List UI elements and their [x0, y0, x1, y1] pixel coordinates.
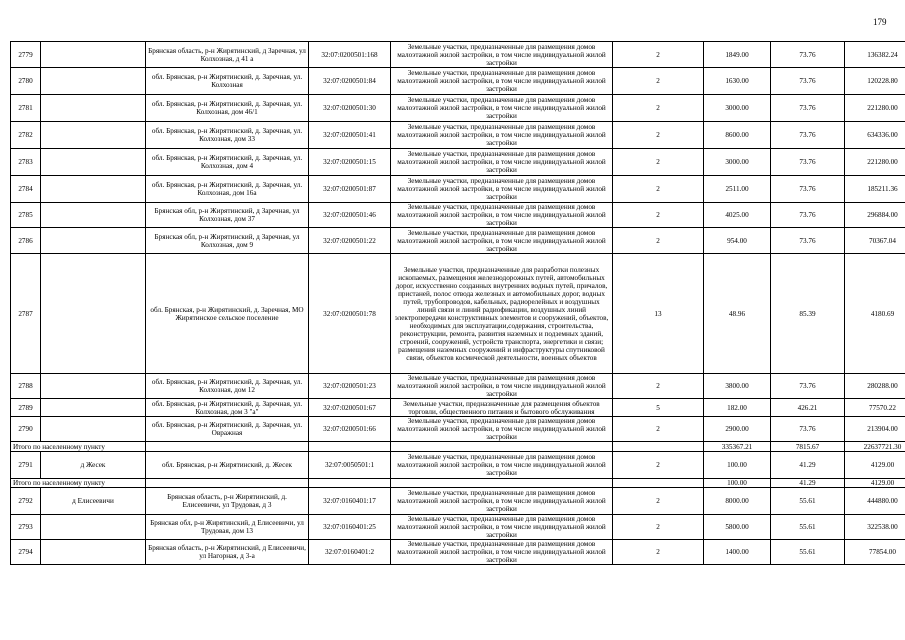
total-label: Итого по населенному пункту — [11, 479, 146, 488]
table-row — [11, 122, 905, 149]
address-cell: Брянская область, р-н Жирятинский, д. Елисеевичи, ул Трудовая, д 3 — [146, 488, 309, 515]
land-use-cell: Земельные участки, предназначенные для размещения домов малоэтажной жилой застройки, в том числе индивидуальной жилой застройки — [391, 95, 613, 122]
row-number: 2781 — [11, 95, 41, 122]
cadastral-number-cell: 32:07:0200501:78 — [309, 254, 391, 374]
area-cell: 182.00 — [704, 399, 771, 417]
rate-cell: 73.76 — [771, 42, 845, 68]
cadastral-value-cell: 221280.00 — [845, 95, 905, 122]
rate-cell: 73.76 — [771, 417, 845, 442]
land-use-cell: Земельные участки, предназначенные для размещения домов малоэтажной жилой застройки, в том числе индивидуальной жилой застройки — [391, 228, 613, 254]
cadastral-value-cell: 213904.00 — [845, 417, 905, 442]
address-cell: Брянская область, р-н Жирятинский, д Заречная, ул Колхозная, д 41 а — [146, 42, 309, 68]
rate-cell: 55.61 — [771, 515, 845, 540]
total-rate-cell: 7815.67 — [771, 442, 845, 452]
cadastral-number-cell: 32:07:0200501:15 — [309, 149, 391, 176]
cadastral-number-cell: 32:07:0160401:2 — [309, 540, 391, 565]
row-number: 2785 — [11, 203, 41, 228]
cadastral-number-cell: 32:07:0200501:46 — [309, 203, 391, 228]
address-cell: Брянская обл, р-н Жирятинский, д Елисеевичи, ул Трудовая, дом 13 — [146, 515, 309, 540]
area-cell: 954.00 — [704, 228, 771, 254]
settlement-cell — [41, 540, 146, 565]
group-cell: 5 — [613, 399, 704, 417]
cadastral-value-cell: 120228.80 — [845, 68, 905, 95]
cadastral-value-cell: 77570.22 — [845, 399, 905, 417]
empty-cell — [309, 442, 391, 452]
page-number: 179 — [873, 17, 887, 27]
settlement-cell — [41, 417, 146, 442]
group-cell: 2 — [613, 122, 704, 149]
group-cell: 2 — [613, 374, 704, 399]
empty-cell — [391, 479, 613, 488]
cadastral-number-cell: 32:07:0200501:23 — [309, 374, 391, 399]
cadastral-value-cell: 70367.04 — [845, 228, 905, 254]
area-cell: 8600.00 — [704, 122, 771, 149]
table-row — [11, 254, 905, 374]
group-cell: 2 — [613, 488, 704, 515]
address-cell: обл. Брянская, р-н Жирятинский, д. Заречная, ул. Колхозная, дом 12 — [146, 374, 309, 399]
total-rate-cell: 41.29 — [771, 479, 845, 488]
settlement-cell — [41, 374, 146, 399]
row-number: 2793 — [11, 515, 41, 540]
row-number: 2791 — [11, 452, 41, 479]
address-cell: Брянская область, р-н Жирятинский, д Елисеевичи, ул Нагорная, д 3-а — [146, 540, 309, 565]
address-cell: обл. Брянская, р-н Жирятинский, д. Заречная, ул. Колхозная, дом 16а — [146, 176, 309, 203]
cadastral-number-cell: 32:07:0200501:22 — [309, 228, 391, 254]
land-use-cell: Земельные участки, предназначенные для размещения домов малоэтажной жилой застройки, в том числе индивидуальной жилой застройки — [391, 515, 613, 540]
cadastral-number-cell: 32:07:0160401:25 — [309, 515, 391, 540]
table-row — [11, 228, 905, 254]
land-use-cell: Земельные участки, предназначенные для размещения домов малоэтажной жилой застройки, в том числе индивидуальной жилой застройки — [391, 149, 613, 176]
total-area-cell: 100.00 — [704, 479, 771, 488]
area-cell: 1849.00 — [704, 42, 771, 68]
row-number: 2794 — [11, 540, 41, 565]
land-use-cell: Земельные участки, предназначенные для размещения домов малоэтажной жилой застройки, в том числе индивидуальной жилой застройки — [391, 488, 613, 515]
cadastral-number-cell: 32:07:0200501:84 — [309, 68, 391, 95]
group-cell: 2 — [613, 68, 704, 95]
row-number: 2779 — [11, 42, 41, 68]
address-cell: обл. Брянская, р-н Жирятинский, д. Заречная, ул. Колхозная, дом 3 "а" — [146, 399, 309, 417]
land-use-cell: Земельные участки, предназначенные для размещения домов малоэтажной жилой застройки, в том числе индивидуальной жилой застройки — [391, 417, 613, 442]
row-number: 2792 — [11, 488, 41, 515]
settlement-cell: д Елисеевичи — [41, 488, 146, 515]
row-number: 2787 — [11, 254, 41, 374]
area-cell: 3000.00 — [704, 149, 771, 176]
row-number: 2789 — [11, 399, 41, 417]
total-value-cell: 22637721.30 — [845, 442, 905, 452]
group-cell: 2 — [613, 417, 704, 442]
settlement-cell — [41, 176, 146, 203]
table-row — [11, 399, 905, 417]
row-number: 2782 — [11, 122, 41, 149]
total-row — [11, 479, 905, 488]
cadastral-value-cell: 444880.00 — [845, 488, 905, 515]
row-number: 2780 — [11, 68, 41, 95]
land-use-cell: Земельные участки, предназначенные для размещения объектов торговли, общественного питания и бытового обслуживания — [391, 399, 613, 417]
settlement-cell — [41, 254, 146, 374]
rate-cell: 41.29 — [771, 452, 845, 479]
cadastral-value-cell: 4129.00 — [845, 452, 905, 479]
empty-cell — [391, 442, 613, 452]
table-row — [11, 515, 905, 540]
table-row — [11, 374, 905, 399]
settlement-cell — [41, 399, 146, 417]
rate-cell: 73.76 — [771, 68, 845, 95]
group-cell: 2 — [613, 176, 704, 203]
land-register-table — [10, 41, 905, 565]
empty-cell — [309, 479, 391, 488]
table-row — [11, 149, 905, 176]
cadastral-number-cell: 32:07:0200501:66 — [309, 417, 391, 442]
rate-cell: 73.76 — [771, 203, 845, 228]
group-cell: 2 — [613, 228, 704, 254]
cadastral-number-cell: 32:07:0200501:87 — [309, 176, 391, 203]
land-use-cell: Земельные участки, предназначенные для разработки полезных ископаемых, размещения железнодорожных путей, автомобильных дорог, искусственно созданных внутренних водных путей, причалов, пристаней, полос отвода железных и автомобильных дорог, водных путей, трубопроводов, кабельных, радиорелейных и воздушных линий связи и линий радиофикации, воздушных линий электропередачи конструктивных элементов и сооружений, объектов, необходимых для эксплуатации,содержания, строительства, реконструкции, ремонта, развития наземных и подземных зданий, строений, сооружений, устройств транспорта, энергетики и связи; размещения наземных сооружений и инфраструктуры спутниковой связи, объектов космической деятельности, военных объектов — [391, 254, 613, 374]
total-area-cell: 335367.21 — [704, 442, 771, 452]
area-cell: 8000.00 — [704, 488, 771, 515]
group-cell: 2 — [613, 203, 704, 228]
settlement-cell — [41, 42, 146, 68]
cadastral-value-cell: 77854.00 — [845, 540, 905, 565]
settlement-cell — [41, 149, 146, 176]
area-cell: 2900.00 — [704, 417, 771, 442]
empty-cell — [146, 442, 309, 452]
cadastral-value-cell: 4180.69 — [845, 254, 905, 374]
empty-cell — [613, 442, 704, 452]
total-label: Итого по населенному пункту — [11, 442, 146, 452]
row-number: 2786 — [11, 228, 41, 254]
row-number: 2788 — [11, 374, 41, 399]
address-cell: обл. Брянская, р-н Жирятинский, д. Заречная, ул. Колхозная, дом 46/1 — [146, 95, 309, 122]
area-cell: 3800.00 — [704, 374, 771, 399]
total-value-cell: 4129.00 — [845, 479, 905, 488]
rate-cell: 73.76 — [771, 176, 845, 203]
land-use-cell: Земельные участки, предназначенные для размещения домов малоэтажной жилой застройки, в том числе индивидуальной жилой застройки — [391, 42, 613, 68]
group-cell: 13 — [613, 254, 704, 374]
address-cell: обл. Брянская, р-н Жирятинский, д. Заречная, ул. Овражная — [146, 417, 309, 442]
address-cell: обл. Брянская, р-н Жирятинский, д. Жесек — [146, 452, 309, 479]
table-row — [11, 203, 905, 228]
address-cell: Брянская обл, р-н Жирятинский, д Заречная, ул Колхозная, дом 9 — [146, 228, 309, 254]
cadastral-value-cell: 296884.00 — [845, 203, 905, 228]
table-row — [11, 488, 905, 515]
rate-cell: 426.21 — [771, 399, 845, 417]
rate-cell: 73.76 — [771, 149, 845, 176]
total-row — [11, 442, 905, 452]
settlement-cell — [41, 122, 146, 149]
area-cell: 100.00 — [704, 452, 771, 479]
table-row — [11, 176, 905, 203]
rate-cell: 55.61 — [771, 488, 845, 515]
empty-cell — [146, 479, 309, 488]
rate-cell: 55.61 — [771, 540, 845, 565]
group-cell: 2 — [613, 515, 704, 540]
address-cell: обл. Брянская, р-н Жирятинский, д. Заречная, МО Жирятинское сельское поселение — [146, 254, 309, 374]
land-use-cell: Земельные участки, предназначенные для размещения домов малоэтажной жилой застройки, в том числе индивидуальной жилой застройки — [391, 374, 613, 399]
rate-cell: 73.76 — [771, 228, 845, 254]
cadastral-value-cell: 634336.00 — [845, 122, 905, 149]
table-row — [11, 42, 905, 68]
area-cell: 1400.00 — [704, 540, 771, 565]
cadastral-value-cell: 221280.00 — [845, 149, 905, 176]
area-cell: 4025.00 — [704, 203, 771, 228]
group-cell: 2 — [613, 452, 704, 479]
cadastral-number-cell: 32:07:0050501:1 — [309, 452, 391, 479]
cadastral-number-cell: 32:07:0200501:168 — [309, 42, 391, 68]
cadastral-number-cell: 32:07:0200501:41 — [309, 122, 391, 149]
area-cell: 1630.00 — [704, 68, 771, 95]
address-cell: Брянская обл, р-н Жирятинский, д Заречная, ул Колхозная, дом 37 — [146, 203, 309, 228]
settlement-cell — [41, 515, 146, 540]
settlement-cell — [41, 68, 146, 95]
area-cell: 5800.00 — [704, 515, 771, 540]
cadastral-number-cell: 32:07:0200501:67 — [309, 399, 391, 417]
address-cell: обл. Брянская, р-н Жирятинский, д. Заречная, ул. Колхозная — [146, 68, 309, 95]
rate-cell: 73.76 — [771, 374, 845, 399]
land-use-cell: Земельные участки, предназначенные для размещения домов малоэтажной жилой застройки, в том числе индивидуальной жилой застройки — [391, 540, 613, 565]
group-cell: 2 — [613, 42, 704, 68]
cadastral-number-cell: 32:07:0160401:17 — [309, 488, 391, 515]
settlement-cell: д Жесек — [41, 452, 146, 479]
settlement-cell — [41, 95, 146, 122]
group-cell: 2 — [613, 95, 704, 122]
rate-cell: 73.76 — [771, 95, 845, 122]
cadastral-value-cell: 185211.36 — [845, 176, 905, 203]
row-number: 2790 — [11, 417, 41, 442]
rate-cell: 73.76 — [771, 122, 845, 149]
table-row — [11, 540, 905, 565]
settlement-cell — [41, 228, 146, 254]
land-use-cell: Земельные участки, предназначенные для размещения домов малоэтажной жилой застройки, в том числе индивидуальной жилой застройки — [391, 68, 613, 95]
area-cell: 3000.00 — [704, 95, 771, 122]
land-use-cell: Земельные участки, предназначенные для размещения домов малоэтажной жилой застройки, в том числе индивидуальной жилой застройки — [391, 176, 613, 203]
cadastral-value-cell: 280288.00 — [845, 374, 905, 399]
address-cell: обл. Брянская, р-н Жирятинский, д. Заречная, ул. Колхозная, дом 4 — [146, 149, 309, 176]
group-cell: 2 — [613, 540, 704, 565]
empty-cell — [613, 479, 704, 488]
address-cell: обл. Брянская, р-н Жирятинский, д. Заречная, ул. Колхозная, дом 33 — [146, 122, 309, 149]
row-number: 2784 — [11, 176, 41, 203]
cadastral-value-cell: 136382.24 — [845, 42, 905, 68]
land-use-cell: Земельные участки, предназначенные для размещения домов малоэтажной жилой застройки, в том числе индивидуальной жилой застройки — [391, 122, 613, 149]
area-cell: 48.96 — [704, 254, 771, 374]
area-cell: 2511.00 — [704, 176, 771, 203]
land-use-cell: Земельные участки, предназначенные для размещения домов малоэтажной жилой застройки, в том числе индивидуальной жилой застройки — [391, 203, 613, 228]
table-row — [11, 417, 905, 442]
rate-cell: 85.39 — [771, 254, 845, 374]
cadastral-number-cell: 32:07:0200501:30 — [309, 95, 391, 122]
table-row — [11, 452, 905, 479]
settlement-cell — [41, 203, 146, 228]
group-cell: 2 — [613, 149, 704, 176]
table-row — [11, 95, 905, 122]
table-row — [11, 68, 905, 95]
cadastral-value-cell: 322538.00 — [845, 515, 905, 540]
row-number: 2783 — [11, 149, 41, 176]
land-use-cell: Земельные участки, предназначенные для размещения домов малоэтажной жилой застройки, в том числе индивидуальной жилой застройки — [391, 452, 613, 479]
